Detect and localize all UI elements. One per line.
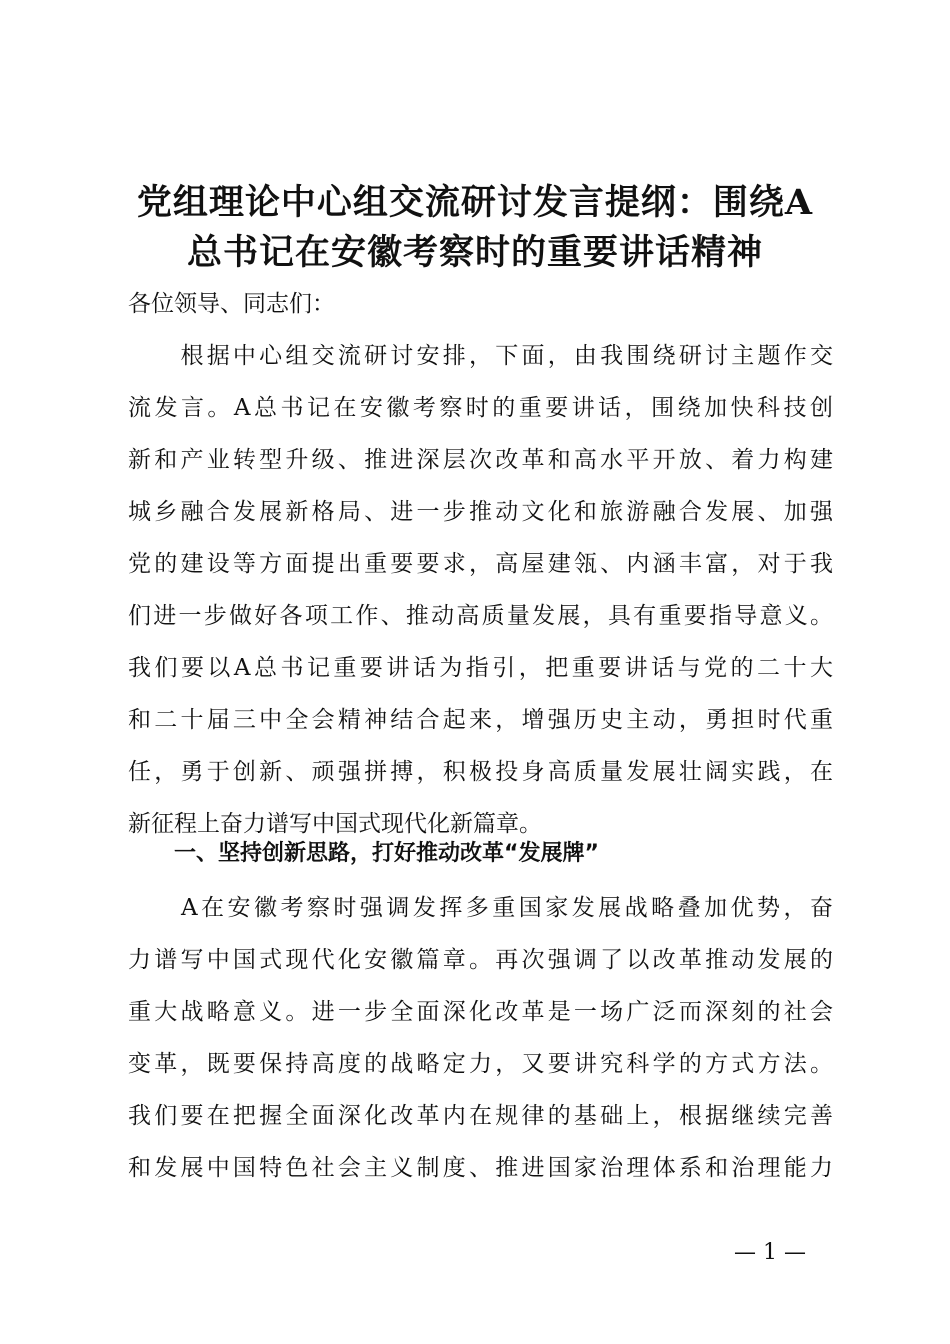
text-line: A在安徽考察时强调发挥多重国家发展战略叠加优势，奋: [128, 895, 833, 921]
text-line: 和发展中国特色社会主义制度、推进国家治理体系和治理能力: [128, 1155, 833, 1181]
text-line: 变革，既要保持高度的战略定力，又要讲究科学的方式方法。: [128, 1051, 833, 1077]
title-line: 党组理论中心组交流研讨发言提纲：围绕A: [136, 182, 814, 223]
page-number: — 1 —: [734, 1240, 806, 1265]
text-line: 党的建设等方面提出重要要求，高屋建瓴、内涵丰富，对于我: [128, 551, 833, 577]
paragraph-intro: [128, 330, 833, 850]
text-line: 城乡融合发展新格局、进一步推动文化和旅游融合发展、加强: [128, 499, 833, 525]
salutation: 各位领导、同志们：: [128, 291, 335, 317]
text-line: 新和产业转型升级、推进深层次改革和高水平开放、着力构建: [128, 447, 833, 473]
text-line: 重大战略意义。进一步全面深化改革是一场广泛而深刻的社会: [128, 999, 833, 1025]
text-line: 流发言。A总书记在安徽考察时的重要讲话，围绕加快科技创: [128, 395, 833, 421]
text-line: 新征程上奋力谱写中国式现代化新篇章。: [128, 811, 542, 837]
text-line: 力谱写中国式现代化安徽篇章。再次强调了以改革推动发展的: [128, 947, 833, 973]
title-line: 总书记在安徽考察时的重要讲话精神: [186, 232, 763, 273]
text-line: 和二十届三中全会精神结合起来，增强历史主动，勇担时代重: [128, 707, 833, 733]
section-heading: 一、坚持创新思路，打好推动改革“发展牌”: [174, 841, 599, 866]
document-title: [60, 178, 890, 278]
text-line: 根据中心组交流研讨安排，下面，由我围绕研讨主题作交: [128, 343, 833, 369]
text-line: 我们要在把握全面深化改革内在规律的基础上，根据继续完善: [128, 1103, 833, 1129]
text-line: 我们要以A总书记重要讲话为指引，把重要讲话与党的二十大: [128, 655, 833, 681]
text-line: 任，勇于创新、顽强拼搏，积极投身高质量发展壮阔实践，在: [128, 759, 833, 785]
text-line: 们进一步做好各项工作、推动高质量发展，具有重要指导意义。: [128, 603, 833, 629]
paragraph-section-1: [128, 882, 833, 1194]
